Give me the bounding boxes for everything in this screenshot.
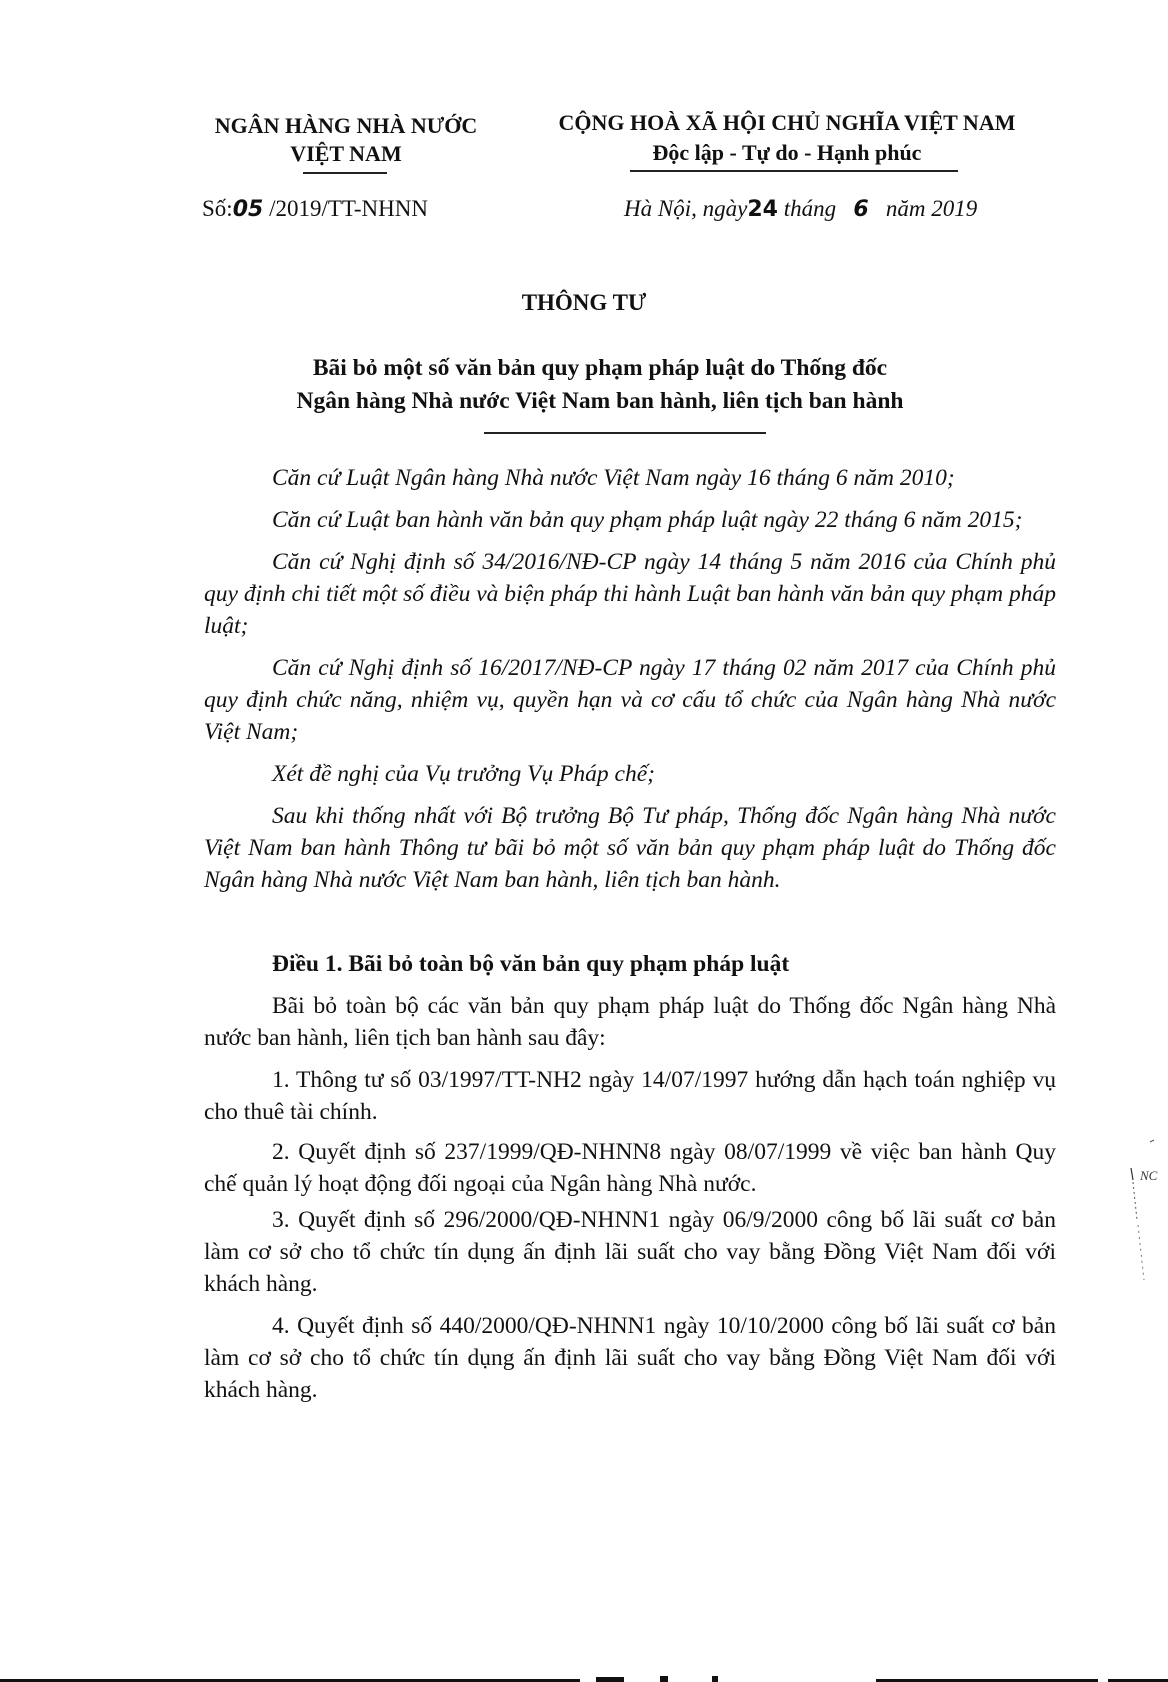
subject-underline <box>484 432 766 434</box>
stamp-text: NC <box>1140 1168 1158 1183</box>
doc-number-prefix: Số: <box>202 196 233 221</box>
date-month-label: tháng <box>783 196 837 221</box>
preamble-clause: Căn cứ Nghị định số 34/2016/NĐ-CP ngày 14 tháng 5 năm 2016 của Chính phủ quy định chi tiết một số điều và biện pháp thi hành Luật ban hành văn bản quy phạm pháp luật; <box>204 549 1056 639</box>
date-year: năm 2019 <box>885 196 978 221</box>
preamble <box>204 462 1056 906</box>
preamble-clause: Căn cứ Nghị định số 16/2017/NĐ-CP ngày 17 tháng 02 năm 2017 của Chính phủ quy định chức năng, nhiệm vụ, quyền hạn và cơ cấu tổ chức của Ngân hàng Nhà nước Việt Nam; <box>204 655 1056 745</box>
doc-number-handwritten: 05 <box>232 197 264 222</box>
subject-line-1: Bãi bỏ một số văn bản quy phạm pháp luật do Thống đốc <box>312 355 888 381</box>
issue-date <box>624 196 977 222</box>
scan-edge-bar <box>660 1676 668 1682</box>
national-motto <box>522 108 1052 168</box>
article-heading: Điều 1. Bãi bỏ toàn bộ văn bản quy phạm pháp luật <box>272 951 790 977</box>
article-item: 4. Quyết định số 440/2000/QĐ-NHNN1 ngày 10/10/2000 công bố lãi suất cơ bản làm cơ sở cho tổ chức tín dụng ấn định lãi suất cho vay bằng Đồng Việt Nam đối với khách hàng. <box>204 1313 1056 1403</box>
issuing-org <box>196 112 496 168</box>
issuing-org-line2: VIỆT NAM <box>290 141 402 166</box>
article-item: 1. Thông tư số 03/1997/TT-NH2 ngày 14/07/1997 hướng dẫn hạch toán nghiệp vụ cho thuê tài chính. <box>204 1067 1056 1125</box>
scan-edge-bar <box>712 1676 718 1682</box>
article-1 <box>204 948 1056 1406</box>
issuing-org-line1: NGÂN HÀNG NHÀ NƯỚC <box>214 113 478 138</box>
document-subject <box>150 352 1050 418</box>
preamble-clause: Căn cứ Luật Ngân hàng Nhà nước Việt Nam ngày 16 tháng 6 năm 2010; <box>272 465 955 491</box>
article-item: 2. Quyết định số 237/1999/QĐ-NHNN8 ngày 08/07/1999 về việc ban hành Quy chế quản lý hoạt động đối ngoại của Ngân hàng Nhà nước. <box>204 1139 1056 1197</box>
preamble-clause: Xét đề nghị của Vụ trưởng Vụ Pháp chế; <box>272 761 655 787</box>
date-day-handwritten: 24 <box>747 197 778 222</box>
org-underline <box>303 172 387 174</box>
doc-number-suffix: /2019/TT-NHNN <box>269 196 428 221</box>
document-number <box>202 196 428 222</box>
stamp-fragment-mark <box>1128 1130 1168 1300</box>
motto-underline <box>630 170 958 172</box>
scan-edge-bar <box>596 1677 624 1682</box>
date-prefix: Hà Nội, ngày <box>624 196 748 221</box>
document-type: THÔNG TƯ <box>521 290 647 315</box>
article-intro: Bãi bỏ toàn bộ các văn bản quy phạm pháp luật do Thống đốc Ngân hàng Nhà nước ban hành, liên tịch ban hành sau đây: <box>204 993 1056 1051</box>
national-name: CỘNG HOÀ XÃ HỘI CHỦ NGHĨA VIỆT NAM <box>558 110 1016 135</box>
motto-line: Độc lập - Tự do - Hạnh phúc <box>652 140 922 165</box>
article-item: 3. Quyết định số 296/2000/QĐ-NHNN1 ngày 06/9/2000 công bố lãi suất cơ bản làm cơ sở cho tổ chức tín dụng ấn định lãi suất cho vay bằng Đồng Việt Nam đối với khách hàng. <box>204 1207 1056 1297</box>
preamble-clause: Căn cứ Luật ban hành văn bản quy phạm pháp luật ngày 22 tháng 6 năm 2015; <box>272 507 1023 533</box>
stamp-fragment <box>1128 1130 1168 1300</box>
date-month-handwritten: 6 <box>853 197 869 222</box>
preamble-clause: Sau khi thống nhất với Bộ trưởng Bộ Tư pháp, Thống đốc Ngân hàng Nhà nước Việt Nam ban hành Thông tư bãi bỏ một số văn bản quy phạm pháp luật do Thống đốc Ngân hàng Nhà nước Việt Nam ban hành, liên tịch ban hành. <box>204 803 1056 893</box>
subject-line-2: Ngân hàng Nhà nước Việt Nam ban hành, liên tịch ban hành <box>296 388 904 414</box>
